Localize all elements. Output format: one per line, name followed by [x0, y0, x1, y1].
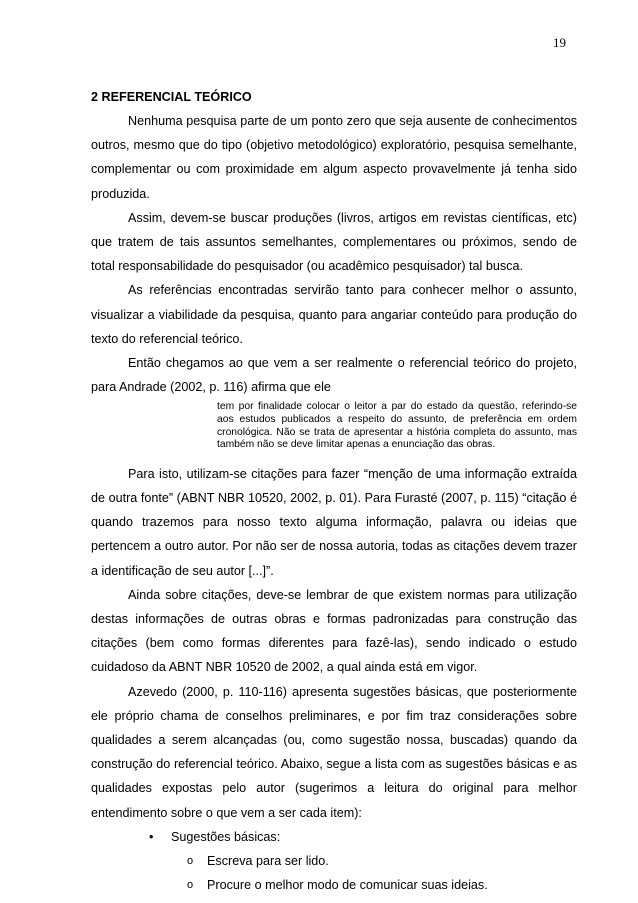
paragraph: Para isto, utilizam-se citações para fazer “menção de uma informação extraída de outra fonte” (ABNT NBR 10520, 2002, p. 01). Para Furasté (2007, p. 115) “citação é quando trazemos para nosso texto alguma informação, palavra ou ideias que pertencem a outro autor. Por não ser de nossa autoria, todas as citações devem trazer a identificação de seu autor [...]”. [91, 466, 577, 578]
document-body [91, 109, 577, 897]
page-number: 19 [553, 35, 566, 50]
suggestions-list [91, 825, 577, 849]
sub-list-item [91, 873, 577, 897]
sub-list [91, 849, 577, 897]
paragraph: Nenhuma pesquisa parte de um ponto zero que seja ausente de conhecimentos outros, mesmo que do tipo (objetivo metodológico) exploratório, pesquisa semelhante, complementar ou com proximidade em algum aspecto provavelmente já tenha sido produzida. [91, 114, 577, 201]
sub-bullet-marker: o [187, 879, 194, 892]
paragraph: As referências encontradas servirão tanto para conhecer melhor o assunto, visualizar a viabilidade da pesquisa, quanto para angariar conteúdo para produção do texto do referencial teórico. [91, 283, 577, 346]
paragraph: Ainda sobre citações, deve-se lembrar de que existem normas para utilização destas informações de outras obras e formas padronizadas para construção das citações (bem como formas diferentes para fazê-las), sendo indicado o estudo cuidadoso da ABNT NBR 10520 de 2002, a qual ainda está em vigor. [91, 587, 577, 675]
sub-list-item-label: Escreva para ser lido. [207, 854, 329, 869]
paragraph: Azevedo (2000, p. 110-116) apresenta sugestões básicas, que posteriormente ele próprio chama de conselhos preliminares, e por fim traz considerações sobre qualidades a serem alcançadas (ou, como sugestão nossa, buscadas) quando da construção do referencial teórico. Abaixo, segue a lista com as sugestões básicas e as qualidades expostas pelo autor (sugerimos a leitura do original para melhor entendimento sobre o que vem a ser cada item): [91, 684, 577, 820]
list-item-label: Sugestões básicas: [171, 829, 281, 844]
block-quote: tem por finalidade colocar o leitor a par do estado da questão, referindo-se aos estudos publicados a respeito do assunto, de preferência em ordem cronológica. Não se trata de apresentar a história completa do assunto, mas também não se deve limitar apenas a enunciação das obras. [217, 401, 577, 451]
sub-list-item-label: Procure o melhor modo de comunicar suas ideias. [207, 878, 488, 893]
paragraph: Então chegamos ao que vem a ser realmente o referencial teórico do projeto, para Andrade (2002, p. 116) afirma que ele [91, 356, 577, 395]
bullet-marker: • [149, 829, 154, 844]
section-heading: 2 REFERENCIAL TEÓRICO [91, 90, 252, 104]
paragraph: Assim, devem-se buscar produções (livros, artigos em revistas científicas, etc) que tratem de tais assuntos semelhantes, complementares ou próximos, sendo de total responsabilidade do pesquisador (ou acadêmico pesquisador) tal busca. [91, 210, 577, 274]
sub-list-item [91, 849, 577, 873]
list-item [91, 825, 577, 849]
sub-bullet-marker: o [187, 855, 194, 868]
